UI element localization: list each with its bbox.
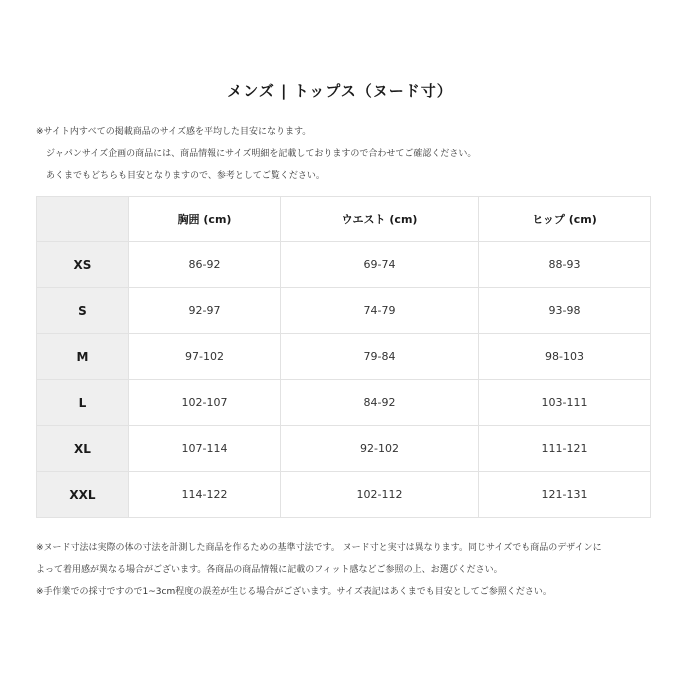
corner-cell: [37, 197, 129, 242]
intro-notes: [36, 121, 476, 187]
size-label: XXL: [37, 472, 129, 518]
waist-value: 84-92: [281, 380, 479, 426]
table-row: [37, 380, 651, 426]
hip-value: 111-121: [479, 426, 651, 472]
size-label: XL: [37, 426, 129, 472]
table-row: [37, 472, 651, 518]
hip-value: 93-98: [479, 288, 651, 334]
waist-value: 74-79: [281, 288, 479, 334]
table-row: [37, 288, 651, 334]
size-label: L: [37, 380, 129, 426]
waist-value: 79-84: [281, 334, 479, 380]
chest-value: 92-97: [129, 288, 281, 334]
column-header-chest: 胸囲 (cm): [129, 197, 281, 242]
hip-value: 98-103: [479, 334, 651, 380]
footnotes: [36, 537, 656, 603]
footnote: ※ヌード寸法は実際の体の寸法を計測した商品を作るための基準寸法です。 ヌード寸と実寸は異なります。同じサイズでも商品のデザインに: [36, 543, 602, 553]
column-header-waist: ウエスト (cm): [281, 197, 479, 242]
hip-value: 121-131: [479, 472, 651, 518]
table-row: [37, 426, 651, 472]
table-header-row: [37, 197, 651, 242]
waist-value: 102-112: [281, 472, 479, 518]
size-label: S: [37, 288, 129, 334]
column-header-hip: ヒップ (cm): [479, 197, 651, 242]
chest-value: 102-107: [129, 380, 281, 426]
size-label: M: [37, 334, 129, 380]
waist-value: 92-102: [281, 426, 479, 472]
hip-value: 88-93: [479, 242, 651, 288]
footnote: よって着用感が異なる場合がございます。各商品の商品情報に記載のフィット感などご参照の上、お選びください。: [36, 565, 503, 575]
chest-value: 107-114: [129, 426, 281, 472]
table-row: [37, 334, 651, 380]
table-row: [37, 242, 651, 288]
size-label: XS: [37, 242, 129, 288]
chest-value: 114-122: [129, 472, 281, 518]
waist-value: 69-74: [281, 242, 479, 288]
chest-value: 86-92: [129, 242, 281, 288]
intro-note: あくまでもどちらも目安となりますので、参考としてご覧ください。: [46, 171, 325, 181]
size-chart-table: [36, 196, 651, 518]
chest-value: 97-102: [129, 334, 281, 380]
intro-note: ※サイト内すべての掲載商品のサイズ感を平均した目安になります。: [36, 127, 312, 137]
page-title: メンズ | トップス（ヌード寸）: [227, 82, 453, 100]
hip-value: 103-111: [479, 380, 651, 426]
footnote: ※手作業での採寸ですので1~3cm程度の誤差が生じる場合がございます。サイズ表記はあくまでも目安としてご参照ください。: [36, 587, 552, 597]
intro-note: ジャパンサイズ企画の商品には、商品情報にサイズ明細を記載しておりますので合わせてご確認ください。: [46, 149, 477, 159]
